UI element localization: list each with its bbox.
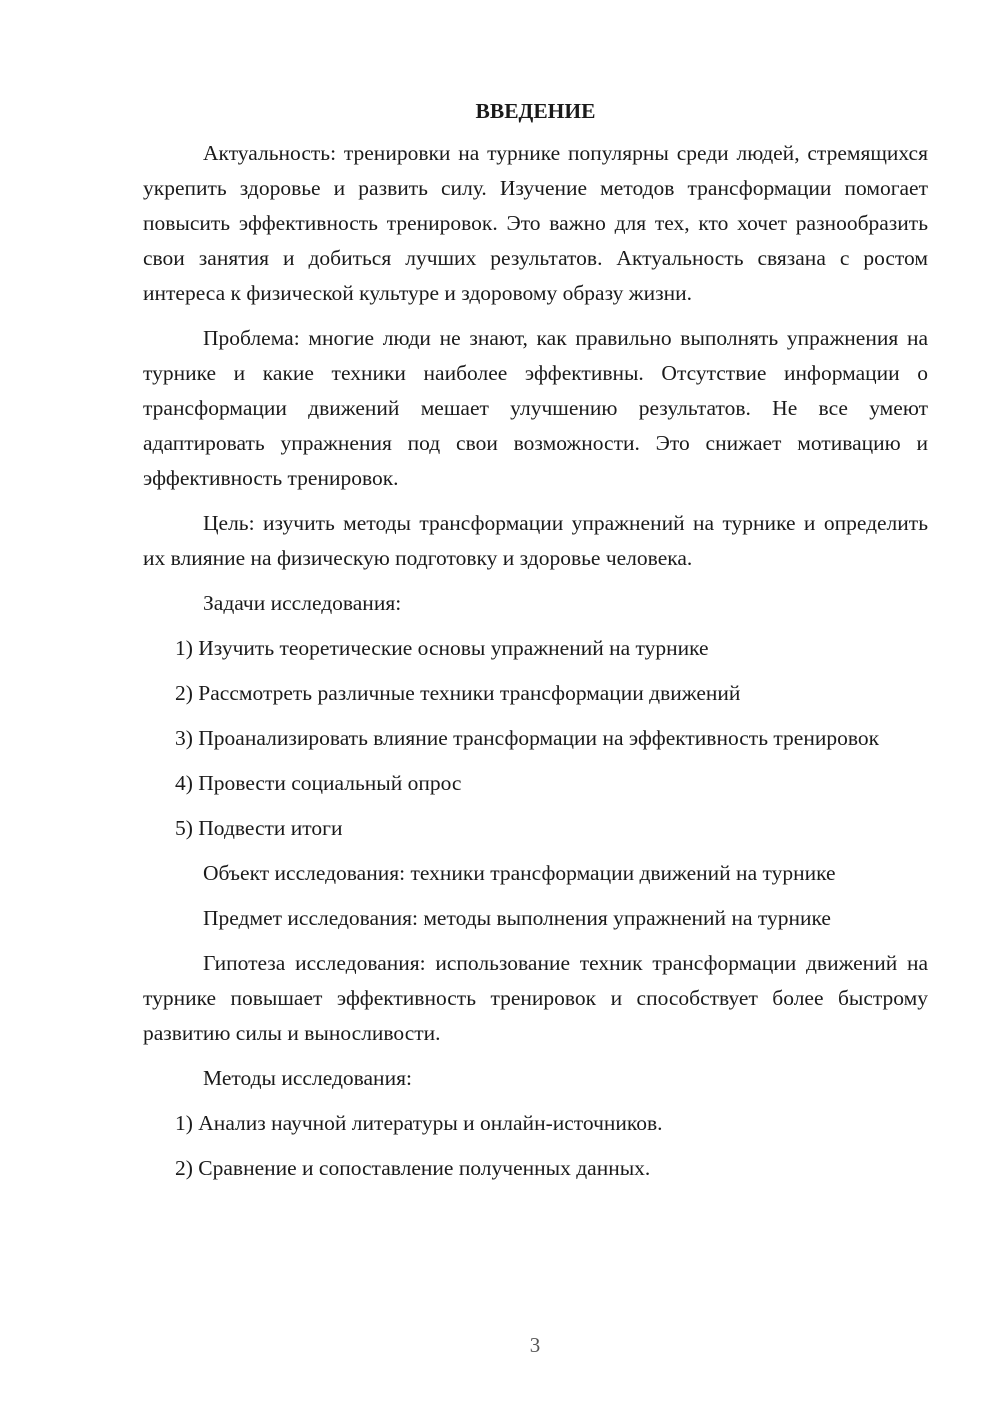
paragraph-hypothesis: Гипотеза исследования: использование техник трансформации движений на турнике повышает эффективность тренировок и способствует более быстрому развитию силы и выносливости. bbox=[143, 951, 928, 1045]
task-item-5: 5) Подвести итоги bbox=[175, 816, 343, 840]
section-title: ВВЕДЕНИЕ bbox=[475, 99, 596, 123]
task-item-2: 2) Рассмотреть различные техники трансформации движений bbox=[175, 681, 741, 705]
task-item-4: 4) Провести социальный опрос bbox=[175, 771, 462, 795]
task-item-3: 3) Проанализировать влияние трансформации на эффективность тренировок bbox=[175, 726, 880, 750]
paragraph-goal: Цель: изучить методы трансформации упражнений на турнике и определить их влияние на физическую подготовку и здоровье человека. bbox=[143, 511, 928, 570]
paragraph-object: Объект исследования: техники трансформации движений на турнике bbox=[203, 861, 836, 885]
method-item-2: 2) Сравнение и сопоставление полученных данных. bbox=[175, 1156, 651, 1180]
paragraph-relevance: Актуальность: тренировки на турнике популярны среди людей, стремящихся укрепить здоровье и развить силу. Изучение методов трансформации помогает повысить эффективность тренировок. Это важно для тех, кто хочет разнообразить свои занятия и добиться лучших результатов. Актуальность связана с ростом интереса к физической культуре и здоровому образу жизни. bbox=[143, 141, 928, 305]
tasks-heading: Задачи исследования: bbox=[203, 591, 402, 615]
page-number: 3 bbox=[529, 1333, 541, 1357]
task-item-1: 1) Изучить теоретические основы упражнений на турнике bbox=[175, 636, 709, 660]
paragraph-subject: Предмет исследования: методы выполнения упражнений на турнике bbox=[203, 906, 831, 930]
method-item-1: 1) Анализ научной литературы и онлайн-источников. bbox=[175, 1111, 663, 1135]
methods-heading: Методы исследования: bbox=[203, 1066, 412, 1090]
paragraph-problem: Проблема: многие люди не знают, как правильно выполнять упражнения на турнике и какие техники наиболее эффективны. Отсутствие информации о трансформации движений мешает улучшению результатов. Не все умеют адаптировать упражнения под свои возможности. Это снижает мотивацию и эффективность тренировок. bbox=[143, 326, 928, 490]
document-page bbox=[143, 96, 928, 1196]
